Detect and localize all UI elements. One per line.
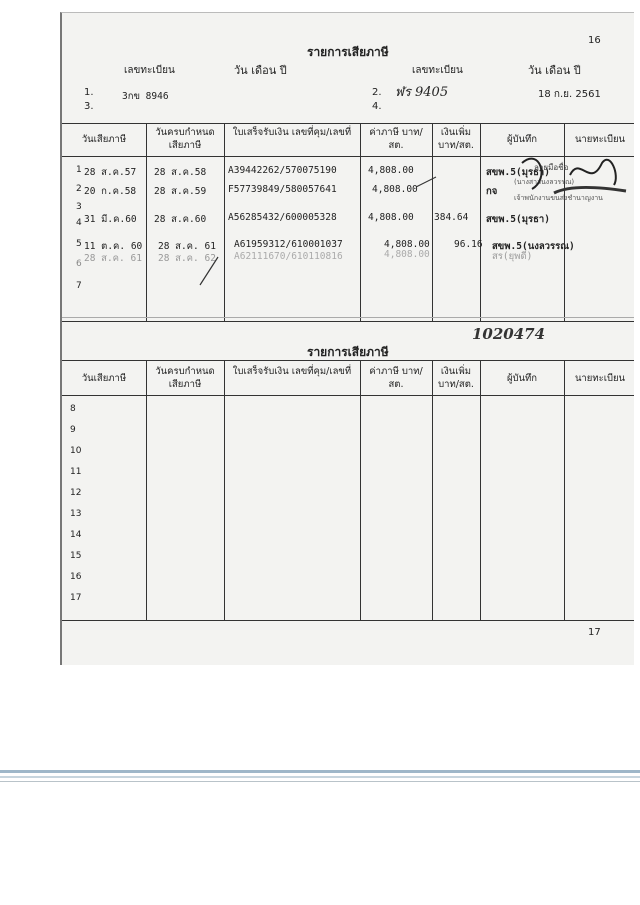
row-number: 16	[70, 572, 82, 582]
row-number: 5	[76, 239, 82, 249]
row-number: 11	[70, 467, 82, 477]
col-tax: ค่าภาษี บาท/สต.	[369, 127, 423, 151]
row-number: 9	[70, 425, 76, 435]
pen-tick	[412, 173, 442, 193]
tax-amount: 4,808.00	[384, 239, 430, 250]
scan-stripe	[0, 770, 640, 773]
reg-index-3: 3.	[84, 101, 94, 112]
row-number: 13	[70, 509, 82, 519]
row-number: 3	[76, 202, 82, 212]
paid-date: 28 ส.ค.57	[84, 167, 137, 178]
col-receipt: ใบเสร็จรับเงิน เลขที่คุม/เลขที่	[232, 127, 352, 138]
recorder-name: กจ	[486, 186, 498, 197]
scan-stripe	[0, 776, 640, 778]
recorder-name: สขพ.5(มุรธา)	[486, 167, 550, 178]
col-due-date: วันครบกำหนด เสียภาษี	[155, 366, 215, 390]
reg-date-2: 18 ก.ย. 2561	[538, 89, 601, 100]
reg-index-1: 1.	[84, 87, 94, 98]
row-number: 15	[70, 551, 82, 561]
row-number: 14	[70, 530, 82, 540]
row-number: 7	[76, 281, 82, 291]
serial-number: 1020474	[472, 325, 546, 343]
paid-date: 31 มี.ค.60	[84, 214, 137, 225]
col-receipt: ใบเสร็จรับเงิน เลขที่คุม/เลขที่	[232, 366, 352, 377]
paid-date: 11 ต.ค. 60	[84, 241, 143, 252]
row-number: 2	[76, 184, 82, 194]
col-registrar: นายทะเบียน	[574, 134, 626, 145]
tax-amount: 4,808.00	[384, 249, 430, 260]
recorder-name: สขพ.5(มุรธา)	[486, 214, 550, 225]
col-tax: ค่าภาษี บาท/สต.	[369, 366, 423, 390]
col-surcharge: เงินเพิ่ม บาท/สต.	[438, 127, 474, 151]
row-number: 1	[76, 165, 82, 175]
col-paid-date: วันเสียภาษี	[81, 134, 127, 145]
row-number: 12	[70, 488, 82, 498]
scan-stripe	[0, 781, 640, 782]
receipt-number: A62111670/610110816	[234, 251, 343, 262]
surcharge-amount: 384.64	[434, 212, 469, 223]
tax-record-page	[60, 12, 634, 665]
paid-date: 28 ส.ค. 61	[84, 253, 142, 264]
due-date: 28 ส.ค.60	[154, 214, 207, 225]
reg-label-right: เลขทะเบียน	[412, 65, 463, 76]
tax-amount: 4,808.00	[372, 184, 418, 195]
paid-date: 20 ก.ค.58	[84, 186, 137, 197]
col-due-date: วันครบกำหนด เสียภาษี	[155, 127, 215, 151]
receipt-number: F57739849/580057641	[228, 184, 337, 195]
col-recorder: ผู้บันทึก	[506, 373, 538, 384]
col-surcharge: เงินเพิ่ม บาท/สต.	[438, 366, 474, 390]
row-number: 4	[76, 218, 82, 228]
col-registrar: นายทะเบียน	[574, 373, 626, 384]
row-number: 10	[70, 446, 82, 456]
signature-mark	[510, 145, 630, 215]
reg-index-4: 4.	[372, 101, 382, 112]
reg-index-2: 2.	[372, 87, 382, 98]
section-title-bottom: รายการเสียภาษี	[307, 345, 389, 359]
tax-amount: 4,808.00	[368, 165, 414, 176]
reg-number-1: 3กข 8946	[122, 91, 169, 102]
stamp-title: เจ้าพนักงานขนส่งชำนาญงาน	[514, 194, 603, 202]
row-number: 6	[76, 259, 82, 269]
date-label-right: วัน เดือน ปี	[528, 64, 581, 77]
page-number-top: 16	[588, 35, 601, 46]
receipt-number: A61959312/610001037	[234, 239, 343, 250]
recorder-name: สร(ยุพดี)	[492, 251, 533, 262]
due-date: 28 ส.ค.58	[154, 167, 207, 178]
reg-number-2: ฬร 9405	[395, 85, 449, 100]
surcharge-amount: 96.16	[454, 239, 483, 250]
date-label-left: วัน เดือน ปี	[234, 64, 287, 77]
due-date: 28 ส.ค.59	[154, 186, 207, 197]
page-number-bottom: 17	[588, 627, 601, 638]
col-recorder: ผู้บันทึก	[506, 134, 538, 145]
row-number: 17	[70, 593, 82, 603]
recorder-name: สขพ.5(นงลวรรณ)	[492, 241, 575, 252]
receipt-number: A56285432/600005328	[228, 212, 337, 223]
due-date: 28 ส.ค. 61	[158, 241, 216, 252]
pen-mark	[192, 251, 232, 291]
receipt-number: A39442262/570075190	[228, 165, 337, 176]
section-title-top: รายการเสียภาษี	[307, 45, 389, 59]
stamp-name: (นางสาวนงลวรรณ)	[514, 178, 575, 186]
row-number: 8	[70, 404, 76, 414]
reg-label-left: เลขทะเบียน	[124, 65, 175, 76]
stamp-label: ลายมือชื่อ	[534, 163, 569, 172]
col-paid-date: วันเสียภาษี	[81, 373, 127, 384]
tax-amount: 4,808.00	[368, 212, 414, 223]
due-date: 28 ส.ค. 62	[158, 253, 216, 264]
